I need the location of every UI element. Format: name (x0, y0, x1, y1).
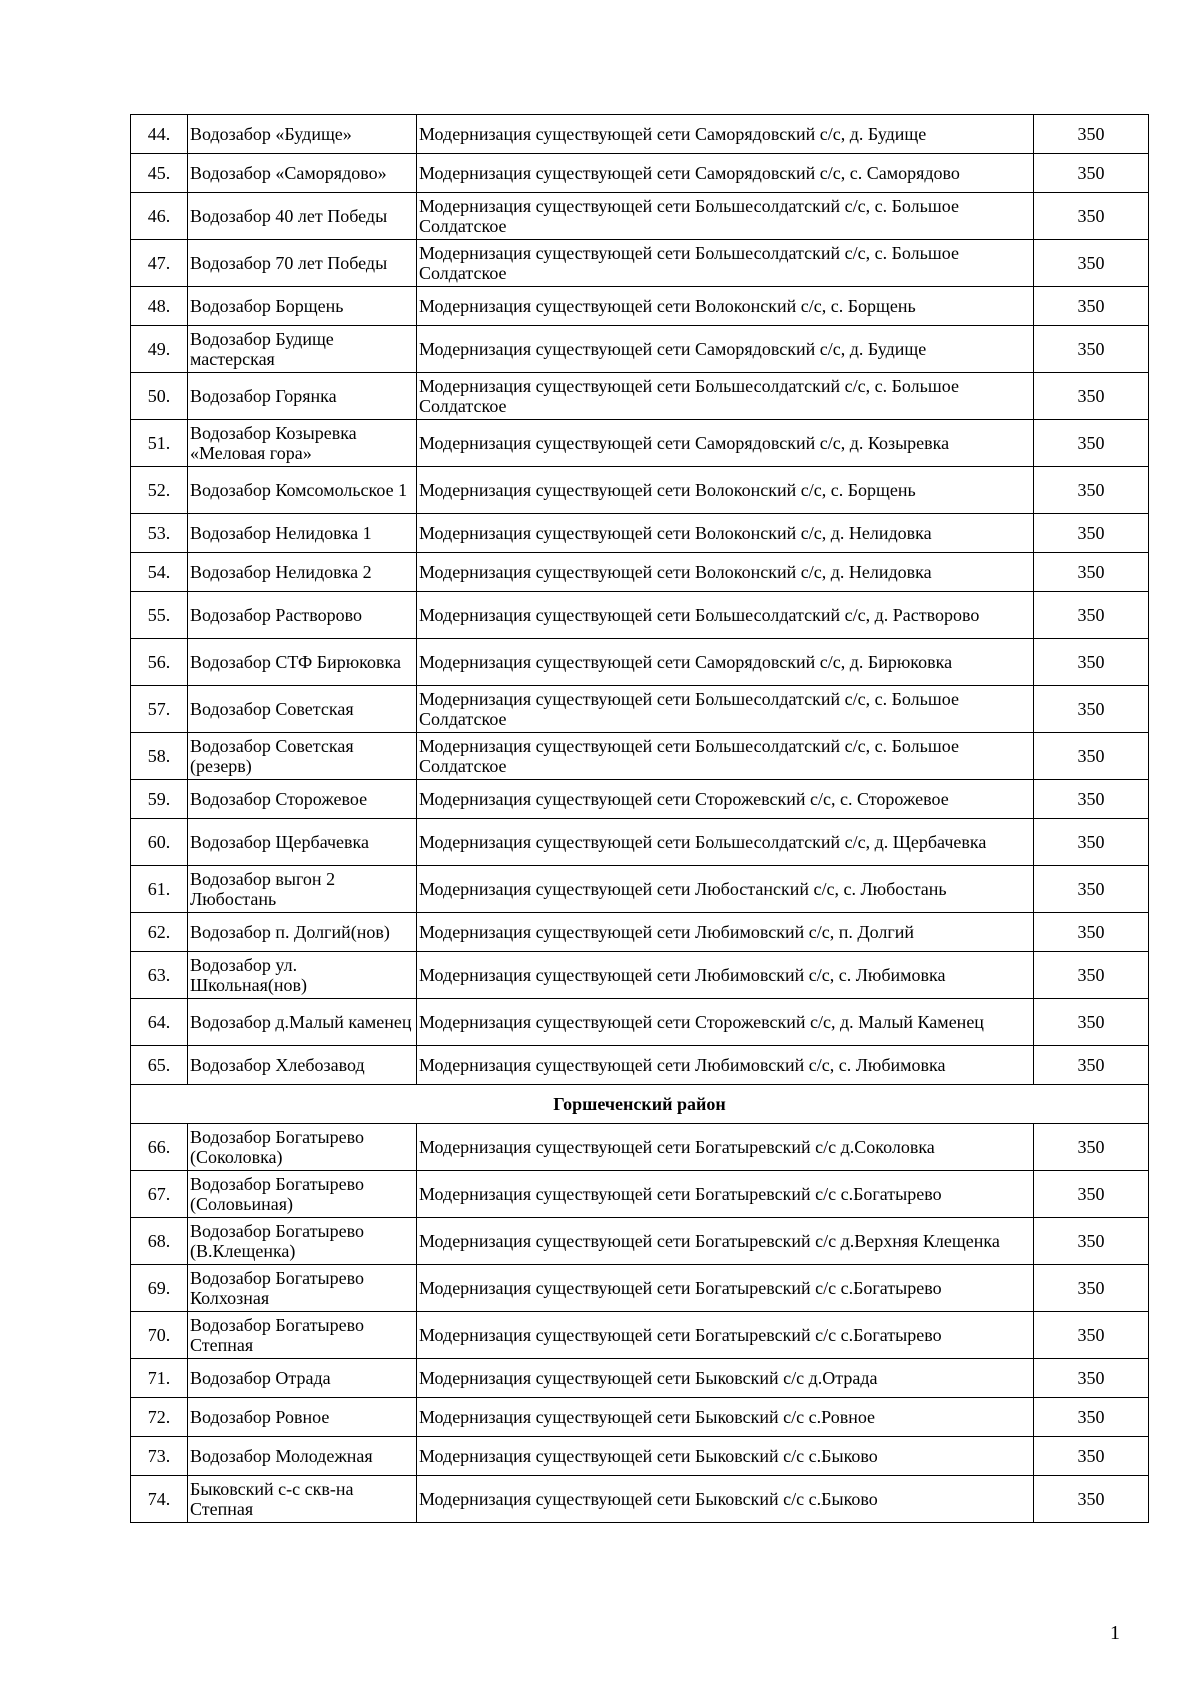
table-row (131, 733, 1149, 780)
section-header-row (131, 1085, 1149, 1124)
cost-cell: 350 (1034, 514, 1149, 553)
object-name-cell: Водозабор СТФ Бирюковка (188, 639, 417, 686)
table-row (131, 1218, 1149, 1265)
cost-cell: 350 (1034, 467, 1149, 514)
page-number: 1 (1110, 1622, 1120, 1644)
row-number-cell: 53. (131, 514, 188, 553)
cost-cell: 350 (1034, 240, 1149, 287)
row-number-cell: 73. (131, 1437, 188, 1476)
row-number-cell: 47. (131, 240, 188, 287)
row-number-cell: 60. (131, 819, 188, 866)
table-row (131, 592, 1149, 639)
cost-cell: 350 (1034, 819, 1149, 866)
cost-cell: 350 (1034, 1265, 1149, 1312)
table-row (131, 1265, 1149, 1312)
cost-cell: 350 (1034, 733, 1149, 780)
table-row (131, 115, 1149, 154)
work-description-cell: Модернизация существующей сети Сторожевский с/с, д. Малый Каменец (417, 999, 1034, 1046)
work-description-cell: Модернизация существующей сети Саморядовский с/с, д. Бирюковка (417, 639, 1034, 686)
row-number-cell: 45. (131, 154, 188, 193)
cost-cell: 350 (1034, 373, 1149, 420)
object-name-cell: Водозабор 40 лет Победы (188, 193, 417, 240)
object-name-cell: Водозабор Будище мастерская (188, 326, 417, 373)
work-description-cell: Модернизация существующей сети Быковский с/с д.Отрада (417, 1359, 1034, 1398)
row-number-cell: 57. (131, 686, 188, 733)
object-name-cell: Водозабор п. Долгий(нов) (188, 913, 417, 952)
work-description-cell: Модернизация существующей сети Быковский с/с с.Быково (417, 1476, 1034, 1523)
object-name-cell: Водозабор Хлебозавод (188, 1046, 417, 1085)
work-description-cell: Модернизация существующей сети Большесолдатский с/с, с. Большое Солдатское (417, 373, 1034, 420)
cost-cell: 350 (1034, 1218, 1149, 1265)
table-row (131, 514, 1149, 553)
row-number-cell: 67. (131, 1171, 188, 1218)
cost-cell: 350 (1034, 1312, 1149, 1359)
row-number-cell: 55. (131, 592, 188, 639)
object-name-cell: Водозабор Ровное (188, 1398, 417, 1437)
object-name-cell: Водозабор Сторожевое (188, 780, 417, 819)
work-description-cell: Модернизация существующей сети Большесолдатский с/с, с. Большое Солдатское (417, 686, 1034, 733)
table-row (131, 193, 1149, 240)
row-number-cell: 48. (131, 287, 188, 326)
work-description-cell: Модернизация существующей сети Большесолдатский с/с, с. Большое Солдатское (417, 193, 1034, 240)
row-number-cell: 51. (131, 420, 188, 467)
table-row (131, 1124, 1149, 1171)
work-description-cell: Модернизация существующей сети Богатыревский с/с д.Верхняя Клещенка (417, 1218, 1034, 1265)
work-description-cell: Модернизация существующей сети Богатыревский с/с с.Богатырево (417, 1171, 1034, 1218)
table-row (131, 952, 1149, 999)
table-row (131, 1171, 1149, 1218)
table-row (131, 373, 1149, 420)
table-row (131, 240, 1149, 287)
table-row (131, 819, 1149, 866)
cost-cell: 350 (1034, 1124, 1149, 1171)
table-row (131, 1476, 1149, 1523)
row-number-cell: 54. (131, 553, 188, 592)
row-number-cell: 50. (131, 373, 188, 420)
work-description-cell: Модернизация существующей сети Волоконский с/с, д. Нелидовка (417, 553, 1034, 592)
table-row (131, 780, 1149, 819)
object-name-cell: Водозабор Комсомольское 1 (188, 467, 417, 514)
object-name-cell: Водозабор Богатырево Степная (188, 1312, 417, 1359)
work-description-cell: Модернизация существующей сети Саморядовский с/с, д. Будище (417, 115, 1034, 154)
water-intake-table (130, 114, 1149, 1523)
cost-cell: 350 (1034, 1398, 1149, 1437)
cost-cell: 350 (1034, 1046, 1149, 1085)
cost-cell: 350 (1034, 326, 1149, 373)
work-description-cell: Модернизация существующей сети Саморядовский с/с, с. Саморядово (417, 154, 1034, 193)
row-number-cell: 59. (131, 780, 188, 819)
table-row (131, 1046, 1149, 1085)
work-description-cell: Модернизация существующей сети Саморядовский с/с, д. Будище (417, 326, 1034, 373)
work-description-cell: Модернизация существующей сети Быковский с/с с.Ровное (417, 1398, 1034, 1437)
row-number-cell: 63. (131, 952, 188, 999)
table-row (131, 154, 1149, 193)
cost-cell: 350 (1034, 1437, 1149, 1476)
work-description-cell: Модернизация существующей сети Большесолдатский с/с, д. Растворово (417, 592, 1034, 639)
row-number-cell: 64. (131, 999, 188, 1046)
work-description-cell: Модернизация существующей сети Любимовский с/с, с. Любимовка (417, 952, 1034, 999)
object-name-cell: Быковский с-с скв-на Степная (188, 1476, 417, 1523)
work-description-cell: Модернизация существующей сети Богатыревский с/с с.Богатырево (417, 1312, 1034, 1359)
work-description-cell: Модернизация существующей сети Богатыревский с/с с.Богатырево (417, 1265, 1034, 1312)
table-row (131, 913, 1149, 952)
work-description-cell: Модернизация существующей сети Богатыревский с/с д.Соколовка (417, 1124, 1034, 1171)
cost-cell: 350 (1034, 913, 1149, 952)
row-number-cell: 44. (131, 115, 188, 154)
section-title: Горшеченский район (131, 1085, 1149, 1124)
object-name-cell: Водозабор Нелидовка 1 (188, 514, 417, 553)
work-description-cell: Модернизация существующей сети Любостанский с/с, с. Любостань (417, 866, 1034, 913)
object-name-cell: Водозабор «Саморядово» (188, 154, 417, 193)
cost-cell: 350 (1034, 1476, 1149, 1523)
row-number-cell: 62. (131, 913, 188, 952)
cost-cell: 350 (1034, 639, 1149, 686)
object-name-cell: Водозабор Богатырево (Соловьиная) (188, 1171, 417, 1218)
table-row (131, 1398, 1149, 1437)
cost-cell: 350 (1034, 154, 1149, 193)
row-number-cell: 49. (131, 326, 188, 373)
work-description-cell: Модернизация существующей сети Волоконский с/с, с. Борщень (417, 467, 1034, 514)
work-description-cell: Модернизация существующей сети Большесолдатский с/с, д. Щербачевка (417, 819, 1034, 866)
row-number-cell: 71. (131, 1359, 188, 1398)
work-description-cell: Модернизация существующей сети Сторожевский с/с, с. Сторожевое (417, 780, 1034, 819)
table-row (131, 999, 1149, 1046)
cost-cell: 350 (1034, 686, 1149, 733)
object-name-cell: Водозабор Отрада (188, 1359, 417, 1398)
cost-cell: 350 (1034, 999, 1149, 1046)
row-number-cell: 46. (131, 193, 188, 240)
row-number-cell: 70. (131, 1312, 188, 1359)
cost-cell: 350 (1034, 553, 1149, 592)
object-name-cell: Водозабор Богатырево Колхозная (188, 1265, 417, 1312)
cost-cell: 350 (1034, 287, 1149, 326)
object-name-cell: Водозабор Растворово (188, 592, 417, 639)
object-name-cell: Водозабор Молодежная (188, 1437, 417, 1476)
object-name-cell: Водозабор Горянка (188, 373, 417, 420)
cost-cell: 350 (1034, 193, 1149, 240)
cost-cell: 350 (1034, 952, 1149, 999)
object-name-cell: Водозабор Советская (188, 686, 417, 733)
work-description-cell: Модернизация существующей сети Волоконский с/с, с. Борщень (417, 287, 1034, 326)
work-description-cell: Модернизация существующей сети Любимовский с/с, с. Любимовка (417, 1046, 1034, 1085)
table-row (131, 553, 1149, 592)
cost-cell: 350 (1034, 1171, 1149, 1218)
cost-cell: 350 (1034, 1359, 1149, 1398)
object-name-cell: Водозабор ул. Школьная(нов) (188, 952, 417, 999)
object-name-cell: Водозабор Богатырево (В.Клещенка) (188, 1218, 417, 1265)
row-number-cell: 68. (131, 1218, 188, 1265)
object-name-cell: Водозабор Советская (резерв) (188, 733, 417, 780)
row-number-cell: 74. (131, 1476, 188, 1523)
row-number-cell: 52. (131, 467, 188, 514)
work-description-cell: Модернизация существующей сети Большесолдатский с/с, с. Большое Солдатское (417, 240, 1034, 287)
object-name-cell: Водозабор Борщень (188, 287, 417, 326)
table-row (131, 686, 1149, 733)
cost-cell: 350 (1034, 592, 1149, 639)
table-row (131, 866, 1149, 913)
table-row (131, 467, 1149, 514)
object-name-cell: Водозабор Богатырево (Соколовка) (188, 1124, 417, 1171)
row-number-cell: 56. (131, 639, 188, 686)
work-description-cell: Модернизация существующей сети Волоконский с/с, д. Нелидовка (417, 514, 1034, 553)
row-number-cell: 65. (131, 1046, 188, 1085)
work-description-cell: Модернизация существующей сети Большесолдатский с/с, с. Большое Солдатское (417, 733, 1034, 780)
cost-cell: 350 (1034, 420, 1149, 467)
object-name-cell: Водозабор Козыревка «Меловая гора» (188, 420, 417, 467)
table-row (131, 1359, 1149, 1398)
table-row (131, 1312, 1149, 1359)
object-name-cell: Водозабор Нелидовка 2 (188, 553, 417, 592)
cost-cell: 350 (1034, 866, 1149, 913)
work-description-cell: Модернизация существующей сети Саморядовский с/с, д. Козыревка (417, 420, 1034, 467)
work-description-cell: Модернизация существующей сети Любимовский с/с, п. Долгий (417, 913, 1034, 952)
table-row (131, 639, 1149, 686)
row-number-cell: 69. (131, 1265, 188, 1312)
cost-cell: 350 (1034, 780, 1149, 819)
table-row (131, 1437, 1149, 1476)
object-name-cell: Водозабор 70 лет Победы (188, 240, 417, 287)
object-name-cell: Водозабор «Будище» (188, 115, 417, 154)
table-row (131, 326, 1149, 373)
row-number-cell: 61. (131, 866, 188, 913)
row-number-cell: 66. (131, 1124, 188, 1171)
cost-cell: 350 (1034, 115, 1149, 154)
object-name-cell: Водозабор Щербачевка (188, 819, 417, 866)
table-row (131, 420, 1149, 467)
work-description-cell: Модернизация существующей сети Быковский с/с с.Быково (417, 1437, 1034, 1476)
table-body (131, 115, 1149, 1523)
object-name-cell: Водозабор выгон 2 Любостань (188, 866, 417, 913)
row-number-cell: 58. (131, 733, 188, 780)
object-name-cell: Водозабор д.Малый каменец (188, 999, 417, 1046)
row-number-cell: 72. (131, 1398, 188, 1437)
table-row (131, 287, 1149, 326)
